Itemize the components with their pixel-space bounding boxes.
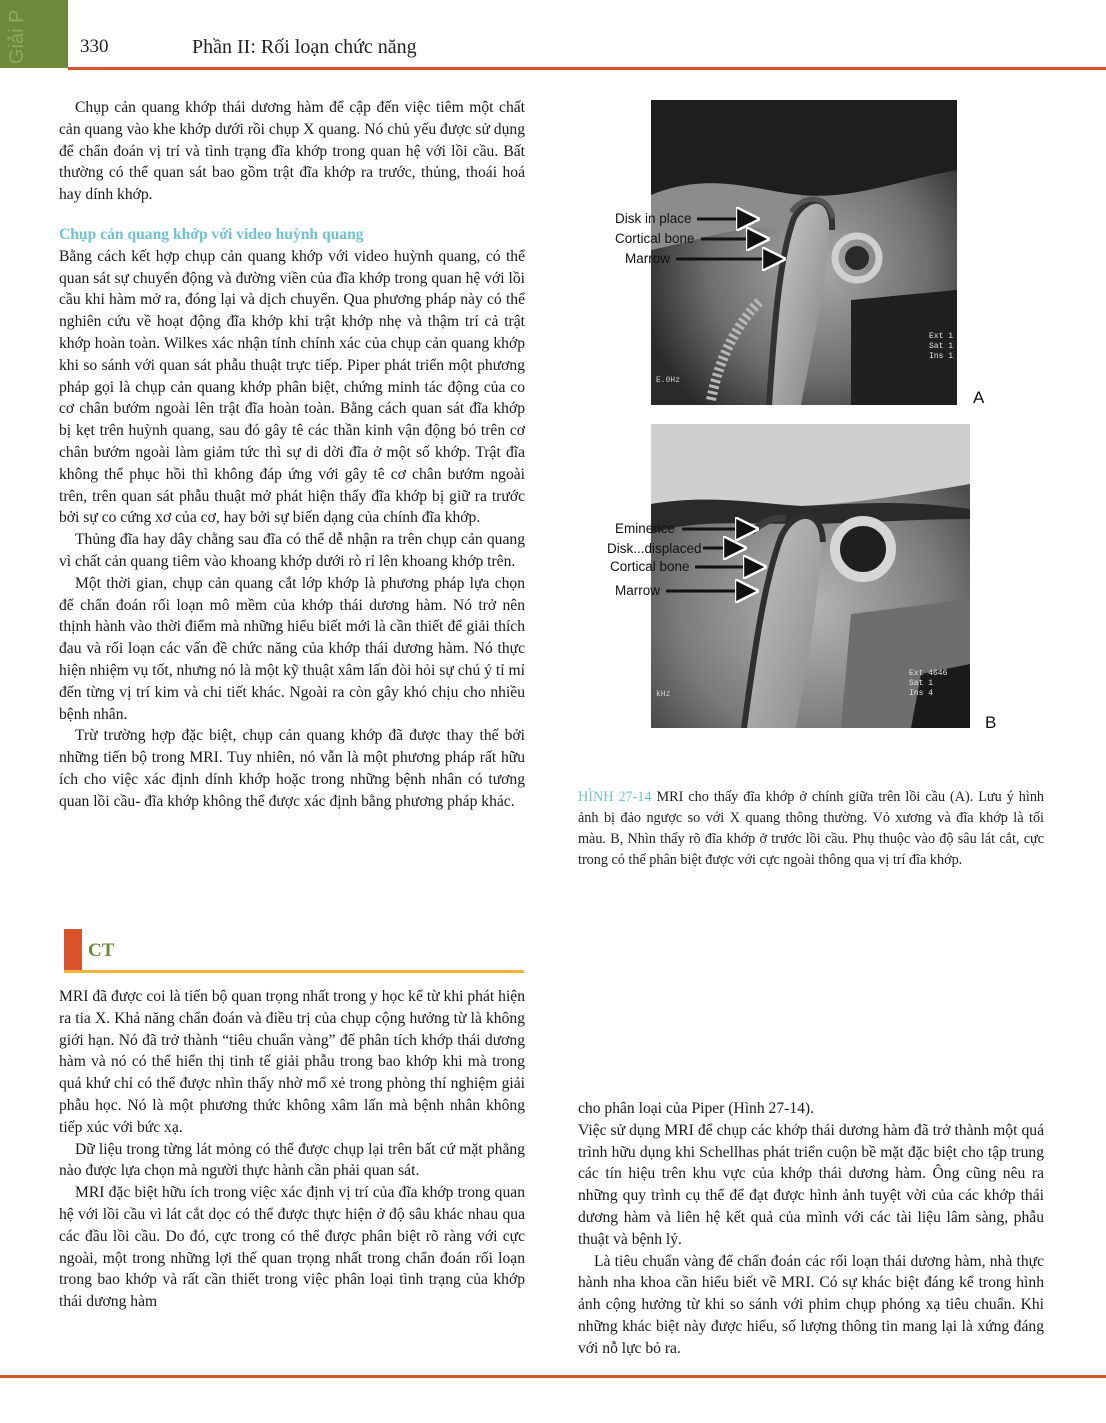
paragraph: MRI đã được coi là tiến bộ quan trọng nhất trong y học kể từ khi phát hiện ra tia X. Khả năng chẩn đoán và điều trị của chụp cộng hưởng từ là không giới hạn. Nó đã trở thành “tiêu chuẩn vàng” để phân tích khớp thái dương hàm và nó có thể hiển thị tinh tế giải phẫu trong bao khớp khi mà trong quá khứ chỉ có thể được nhìn thấy nhờ mổ xẻ trong phòng thí nghiệm giải phẫu học. Nó là một phương thức không xâm lấn mà bệnh nhân không tiếp xúc với bức xạ. [59, 988, 525, 1136]
paragraph: cho phân loại của Piper (Hình 27-14). [578, 1100, 815, 1117]
paragraph: Một thời gian, chụp cản quang cắt lớp khớp là phương pháp lựa chọn để chẩn đoán rối loạn mô mềm của khớp thái dương hàm. Nó trở nên thịnh hành vào thời điểm mà những hiểu biết mới là cần thiết để giải thích đau và rối loạn các vấn đề chức năng của khớp thái dương hàm. Nó thực hiện nhiệm vụ tốt, nhưng nó là một kỹ thuật xâm lấn đòi hỏi sự chú ý tỉ mỉ đến từng vị trí kim và chi tiết khác. Ngoài ra còn gây khó chịu cho nhiều bệnh nhân. [59, 574, 525, 723]
right-column-bottom [578, 1098, 1044, 1360]
paragraph: Trừ trường hợp đặc biệt, chụp cản quang khớp đã được thay thế bởi những tiến bộ trong MRI. Tuy nhiên, nó vẫn là một phương pháp rất hữu ích cho việc xác định dính khớp hoặc trong những bệnh nhân có tương quan lồi cầu- đĩa khớp không thể được xác định bằng phương pháp khác. [59, 727, 525, 810]
label-cortical-bone: Cortical bone [610, 559, 690, 574]
mri-a-drawing [651, 100, 957, 405]
mri-b-drawing [651, 424, 970, 728]
paragraph: Chụp cản quang khớp thái dương hàm để cập đến việc tiêm một chất cản quang vào khe khớp dưới rồi chụp X quang. Nó chủ yếu được sử dụng để chẩn đoán vị trí và tình trạng đĩa khớp trong quan hệ với lồi cầu. Bất thường có thể quan sát bao gồm trật đĩa khớp ra trước, thủng, thoái hoá hay dính khớp. [59, 99, 525, 204]
figure-letter-b: B [985, 713, 997, 732]
mri-image-a [651, 100, 957, 405]
page-number: 330 [80, 36, 109, 57]
side-tab-text: Giải P [6, 9, 28, 64]
section-marker-bar [64, 929, 82, 971]
caption-label: HÌNH 27-14 [578, 789, 652, 805]
paragraph: Thủng đĩa hay dây chằng sau đĩa có thể dễ nhận ra trên chụp cản quang vì chất cản quang tiêm vào khoang khớp dưới rò rỉ lên khoang khớp trên. [59, 531, 525, 570]
label-eminence: Eminence [615, 521, 676, 536]
overlay-text: Ext 4646 [909, 669, 948, 678]
caption-text: MRI cho thấy đĩa khớp ở chính giữa trên lồi cầu (A). Lưu ý hình ảnh bị đảo ngược so với X quang thông thường. Vỏ xương và đĩa khớp là tối màu. B, Nhìn thấy rõ đĩa khớp ở trước lồi cầu. Phụ thuộc vào độ sâu lát cắt, cực trong có thể phân biệt được với cực ngoài thông qua vị trí đĩa khớp. [578, 789, 1045, 868]
label-marrow: Marrow [625, 251, 671, 266]
overlay-text: E.0Hz [656, 376, 681, 385]
overlay-text: Ins 4 [909, 689, 934, 698]
section-rule [64, 970, 524, 973]
overlay-text: Ext 1 [929, 332, 954, 341]
figure-caption [578, 787, 1044, 871]
mri-image-b [651, 424, 970, 728]
section-title: CT [88, 940, 115, 961]
left-column-top [59, 97, 525, 813]
overlay-text: kHz [656, 690, 671, 699]
overlay-text: Ins 1 [929, 352, 954, 361]
header-rule [68, 67, 1106, 70]
running-title: Phần II: Rối loạn chức năng [192, 36, 417, 58]
label-cortical-bone: Cortical bone [615, 231, 695, 246]
paragraph: Dữ liệu trong từng lát mỏng có thể được chụp lại trên bất cứ mặt phẳng nào được lựa chọn mà người thực hành cần phải quan sát. [59, 1140, 525, 1180]
header-side-tab [0, 0, 68, 68]
overlay-text: Sat 1 [909, 679, 934, 688]
label-disk-in-place: Disk in place [615, 211, 692, 226]
paragraph: Bằng cách kết hợp chụp cản quang khớp với video huỳnh quang, có thể quan sát sự chuyển động và đường viền của đĩa khớp trong quan hệ với lồi cầu khi hàm mở ra, đóng lại và dịch chuyển. Qua phương pháp này có thể nghiên cứu về hoạt động đĩa khớp khi trật khớp nhẹ và thậm trí cả trật khớp hoàn toàn. Wilkes xác nhận tính chính xác của chụp cản quang khớp khi so sánh với quan sát phẫu thuật trực tiếp. Piper phát triển một phương pháp gọi là chụp cản quang khớp phân biệt, chứng minh tác động của co cơ chân bướm ngoài lên trật đĩa hoàn toàn. Bằng cách quan sát đĩa khớp bị kẹt trên huỳnh quang, sau đó gây tê các thần kinh vận động bó trên cơ chân bướm ngoài làm giảm tức thì sự di dời đĩa ở một số khớp. Trật đĩa không thể phục hồi thì không đáp ứng với gây tê cơ chân bướm ngoài trên, trên quan sát phẫu thuật mở phát hiện thấy đĩa khớp bị giữ ra trước bởi sự co cứng xơ của cơ, hay bởi sự biến dạng của chính đĩa khớp. [59, 247, 525, 527]
paragraph: MRI đặc biệt hữu ích trong việc xác định vị trí của đĩa khớp trong quan hệ với lồi cầu vì lát cắt dọc có thể được thực hiện ở độ sâu khác nhau qua các đầu lồi cầu. Do đó, cực trong có thể được phân biệt rõ ràng với cực ngoài, một trong những lợi thế quan trọng nhất trong chẩn đoán rối loạn trong bao khớp và rất cần thiết trong việc phân loại tình trạng của khớp thái dương hàm [59, 1184, 525, 1311]
ct-section-heading [64, 926, 524, 974]
overlay-text: Sat 1 [929, 342, 954, 351]
paragraph: Việc sử dụng MRI để chụp các khớp thái dương hàm đã trở thành một quá trình hữu dụng khi Schellhas phát triển cuộn bề mặt đặc biệt cho tập trung các tín hiệu trên khu vực của khớp thái dương hàm. Ông cũng nêu ra những quy trình cụ thể để đạt được hình ảnh tuyệt vời của các khớp thái dương hàm và liên hệ kết quả của mình với các tài liệu lâm sàng, phẫu thuật và bệnh lý. [578, 1121, 1044, 1248]
left-column-bottom [59, 986, 525, 1313]
figure-letter-a: A [973, 388, 985, 407]
label-marrow: Marrow [615, 583, 661, 598]
paragraph: Là tiêu chuẩn vàng để chẩn đoán các rối loạn thái dương hàm, nhà thực hành nha khoa cần hiểu biết về MRI. Có sự khác biệt đáng kể trong hình ảnh cộng hưởng từ khi so sánh với phim chụp phóng xạ tiêu chuẩn. Khi những khác biệt này được hiểu, số lượng thông tin mang lại là xứng đáng với nỗ lực bỏ ra. [578, 1252, 1044, 1357]
footer-rule [0, 1375, 1106, 1378]
label-disk-displaced: Disk...displaced [607, 541, 702, 556]
section-subheading: Chụp cản quang khớp với video huỳnh quang [59, 225, 364, 243]
